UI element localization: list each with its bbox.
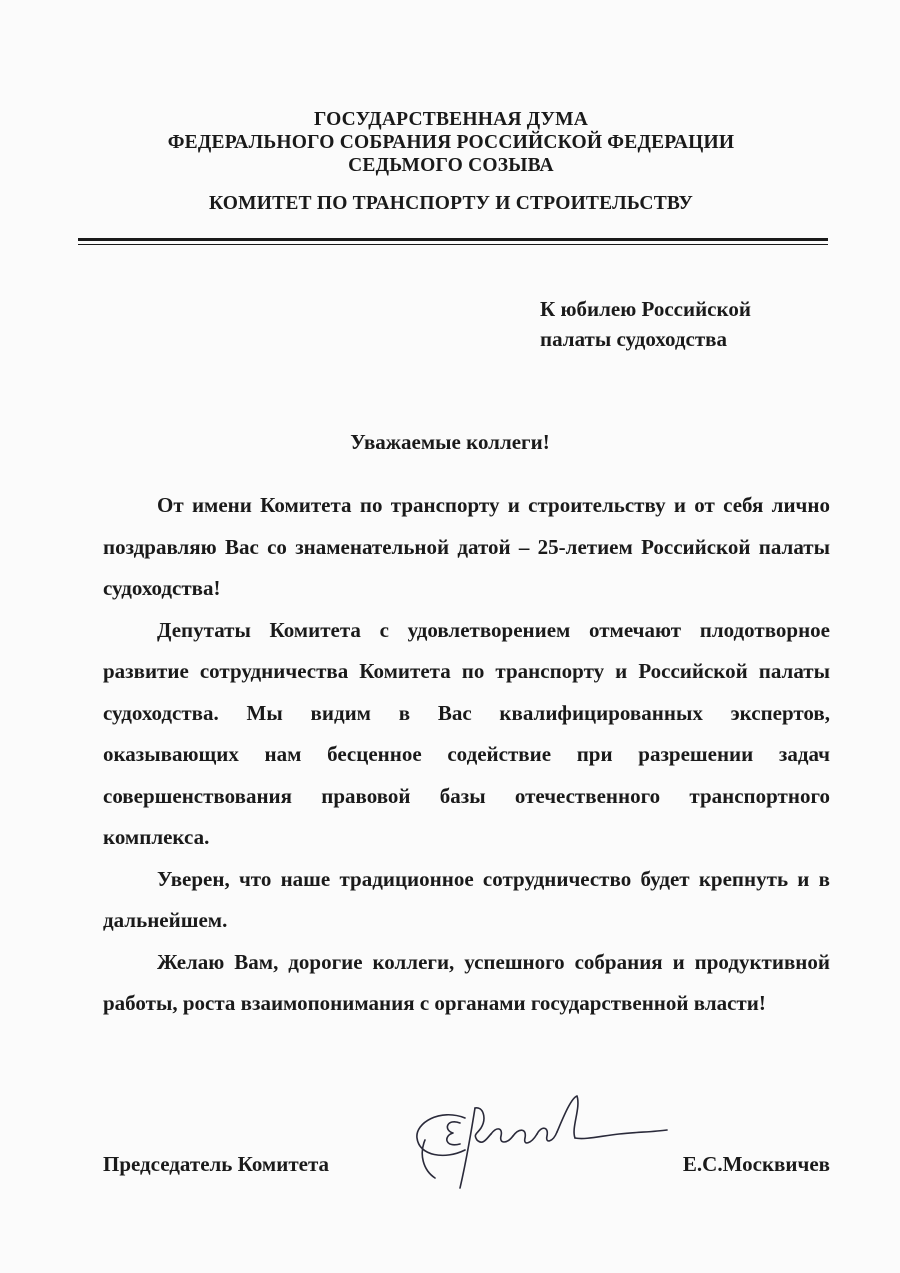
letterhead (75, 108, 827, 177)
occasion-heading (540, 294, 751, 354)
signer-name: Е.С.Москвичев (682, 1152, 830, 1176)
letterhead-rule-thick (78, 238, 828, 241)
salutation: Уважаемые коллеги! (350, 430, 550, 454)
letter-body (103, 485, 830, 1025)
body-paragraph-4: Желаю Вам, дорогие коллеги, успешного собрания и продуктивной работы, роста взаимопонимания с органами государственной власти! (103, 949, 830, 1015)
letterhead-line-1: ГОСУДАРСТВЕННАЯ ДУМА (313, 109, 589, 130)
occasion-line-1: К юбилею Российской (540, 297, 751, 321)
occasion-line-2: палаты судоходства (540, 327, 728, 351)
letterhead-line-2: ФЕДЕРАЛЬНОГО СОБРАНИЯ РОССИЙСКОЙ ФЕДЕРАЦИИ (167, 132, 735, 153)
letterhead-rule-thin (78, 244, 828, 245)
handwritten-signature (405, 1078, 675, 1208)
committee-name: КОМИТЕТ ПО ТРАНСПОРТУ И СТРОИТЕЛЬСТВУ (208, 193, 694, 214)
letterhead-line-3: СЕДЬМОГО СОЗЫВА (348, 155, 554, 176)
body-paragraph-2: Депутаты Комитета с удовлетворением отмечают плодотворное развитие сотрудничества Комитета по транспорту и Российской палаты судоходства. Мы видим в Вас квалифицированных экспертов, оказывающих нам бесценное содействие при разрешении задач совершенствования правовой базы отечественного транспортного комплекса. (103, 617, 830, 849)
signer-title: Председатель Комитета (103, 1152, 330, 1176)
body-paragraph-1: От имени Комитета по транспорту и строительству и от себя лично поздравляю Вас со знаменательной датой – 25-летием Российской палаты судоходства! (103, 493, 830, 600)
body-paragraph-3: Уверен, что наше традиционное сотрудничество будет крепнуть и в дальнейшем. (103, 866, 830, 932)
